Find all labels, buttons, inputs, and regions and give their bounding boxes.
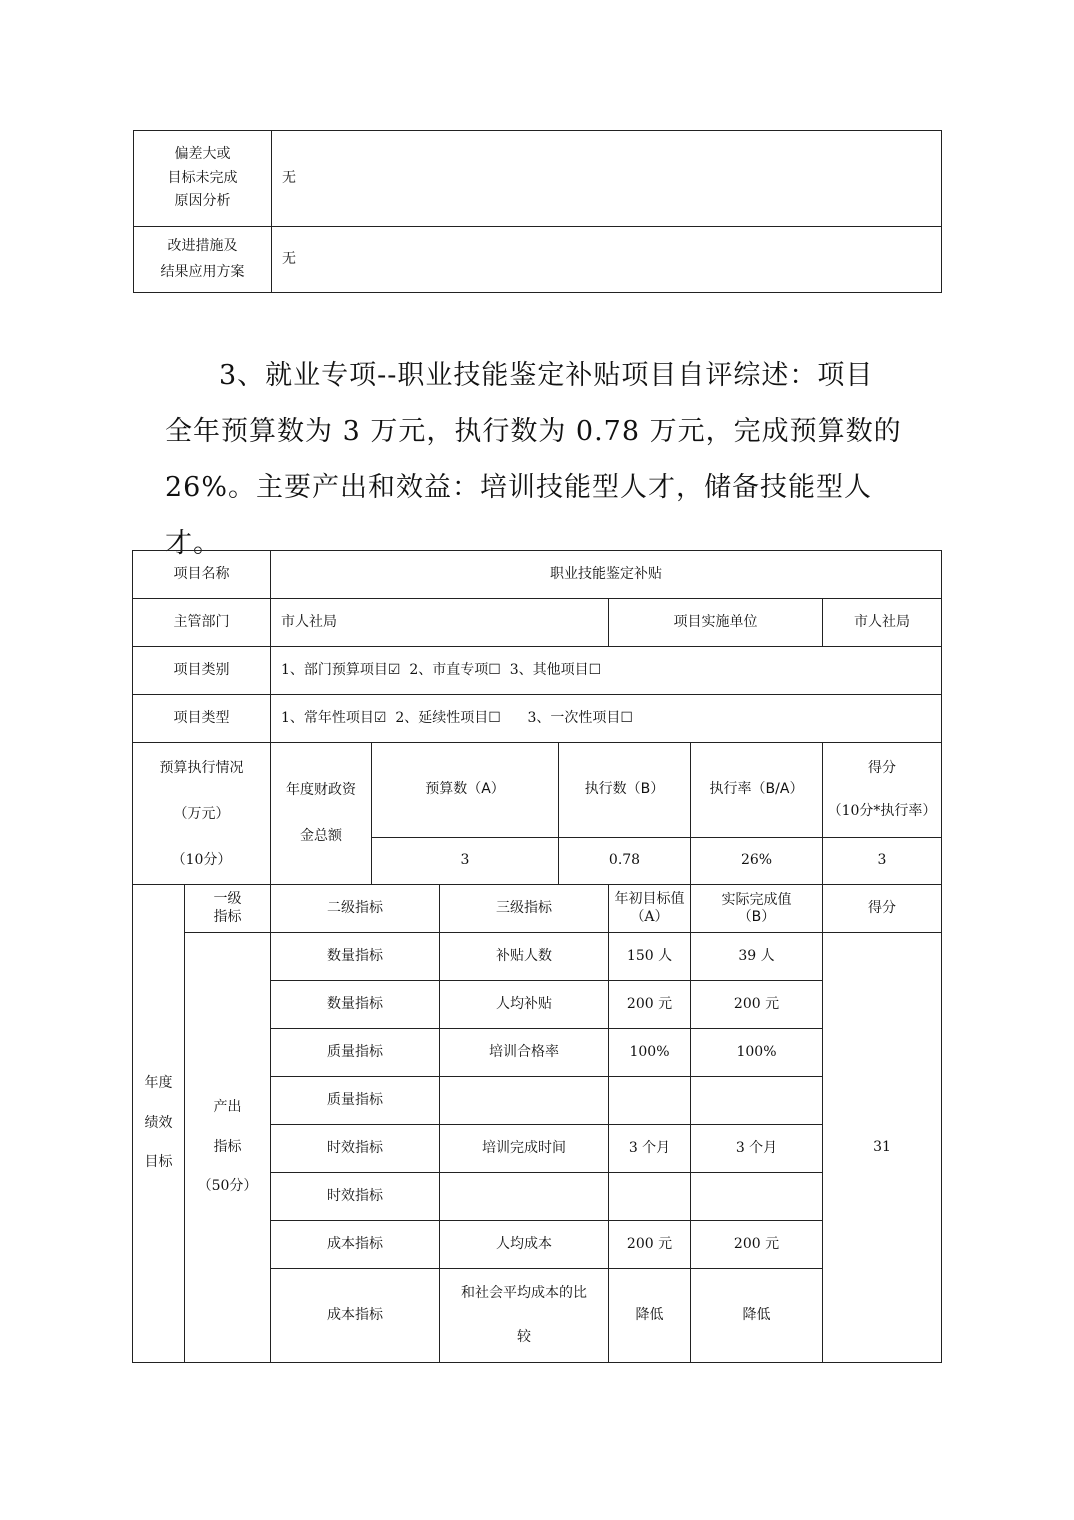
indicator-actual: 200 元	[691, 981, 823, 1029]
indicator-level3	[440, 1077, 609, 1125]
actual-header-line: 实际完成值	[721, 891, 792, 908]
output-label-line: 指标	[213, 1138, 242, 1155]
exec-b-label: 执行数（B）	[559, 743, 691, 838]
indicator-level2: 数量指标	[271, 933, 440, 981]
impl-unit-value: 市人社局	[823, 599, 942, 647]
indicator-level3	[440, 1269, 609, 1363]
budget-score-label	[823, 743, 942, 838]
project-name-value: 职业技能鉴定补贴	[271, 551, 942, 599]
exec-rate-label: 执行率（B/A）	[691, 743, 823, 838]
deviation-label-line: 原因分析	[174, 193, 231, 210]
indicator-level2: 数量指标	[271, 981, 440, 1029]
indicator-target	[609, 1077, 691, 1125]
actual-header-line: （B）	[737, 908, 776, 925]
score-header: 得分	[823, 885, 942, 933]
level3-header: 三级指标	[440, 885, 609, 933]
indicator-level3-line: 和社会平均成本的比	[461, 1285, 587, 1301]
indicator-actual: 3 个月	[691, 1125, 823, 1173]
output-label-line: 产出	[213, 1099, 242, 1116]
type-value: 1、常年性项目☑ 2、延续性项目☐ 3、一次性项目☐	[271, 695, 942, 743]
indicator-actual: 100%	[691, 1029, 823, 1077]
indicator-level3-line: 较	[517, 1328, 531, 1345]
output-label-line: （50分）	[197, 1178, 258, 1195]
indicator-level3	[440, 1173, 609, 1221]
indicator-target: 3 个月	[609, 1125, 691, 1173]
indicator-target: 200 元	[609, 981, 691, 1029]
budget-a-value: 3	[372, 838, 559, 885]
fund-label-line: 金总额	[300, 827, 342, 844]
project-name-label: 项目名称	[133, 551, 271, 599]
indicator-level3: 人均补贴	[440, 981, 609, 1029]
exec-rate-value: 26%	[691, 838, 823, 885]
annual-performance-label	[133, 885, 185, 1363]
indicator-level3: 补贴人数	[440, 933, 609, 981]
indicator-actual	[691, 1077, 823, 1125]
fund-label-line: 年度财政资	[286, 782, 356, 798]
indicator-actual	[691, 1173, 823, 1221]
indicator-level2: 成本指标	[271, 1221, 440, 1269]
budget-execution-label	[133, 743, 271, 885]
dept-label: 主管部门	[133, 599, 271, 647]
indicator-level3: 人均成本	[440, 1221, 609, 1269]
improvement-label	[134, 227, 272, 293]
improvement-label-line: 结果应用方案	[160, 263, 245, 280]
indicator-level2: 时效指标	[271, 1125, 440, 1173]
level1-header	[185, 885, 271, 933]
summary-line: 26%。主要产出和效益：培训技能型人才，储备技能型人才。	[165, 472, 873, 559]
summary-line: 全年预算数为 3 万元，执行数为 0.78 万元，完成预算数的	[165, 416, 902, 447]
exec-b-value: 0.78	[559, 838, 691, 885]
indicator-level3: 培训合格率	[440, 1029, 609, 1077]
deviation-label	[134, 131, 272, 227]
indicator-target: 100%	[609, 1029, 691, 1077]
indicator-level2: 时效指标	[271, 1173, 440, 1221]
target-header: 年初目标值（A）	[609, 885, 691, 933]
perf-label-line: 绩效	[144, 1114, 173, 1131]
project-evaluation-table	[132, 550, 942, 1363]
summary-line: 3、就业专项--职业技能鉴定补贴项目自评综述：项目	[219, 360, 874, 391]
deviation-value: 无	[272, 131, 942, 227]
output-score: 31	[823, 933, 942, 1363]
budget-label-line: 预算执行情况	[159, 759, 244, 776]
indicator-target: 降低	[609, 1269, 691, 1363]
category-value: 1、部门预算项目☑ 2、市直专项☐ 3、其他项目☐	[271, 647, 942, 695]
budget-score-value: 3	[823, 838, 942, 885]
perf-label-line: 目标	[144, 1154, 173, 1171]
type-label: 项目类型	[133, 695, 271, 743]
level1-header-line: 一级	[213, 891, 242, 907]
actual-header	[691, 885, 823, 933]
indicator-level2: 质量指标	[271, 1077, 440, 1125]
deviation-table	[133, 130, 942, 293]
budget-label-line: （万元）	[173, 805, 230, 822]
level1-header-line: 指标	[213, 908, 242, 925]
budget-label-line: （10分）	[171, 851, 232, 868]
indicator-level2: 质量指标	[271, 1029, 440, 1077]
dept-value: 市人社局	[271, 599, 609, 647]
score-label-line: （10分*执行率）	[827, 803, 937, 819]
score-label-line: 得分	[868, 759, 896, 776]
impl-unit-label: 项目实施单位	[609, 599, 823, 647]
indicator-actual: 39 人	[691, 933, 823, 981]
category-label: 项目类别	[133, 647, 271, 695]
output-indicator-label	[185, 933, 271, 1363]
level2-header: 二级指标	[271, 885, 440, 933]
deviation-label-line: 目标未完成	[167, 169, 238, 186]
perf-label-line: 年度	[144, 1075, 173, 1092]
indicator-level3: 培训完成时间	[440, 1125, 609, 1173]
deviation-label-line: 偏差大或	[174, 146, 231, 163]
indicator-target	[609, 1173, 691, 1221]
indicator-target: 150 人	[609, 933, 691, 981]
indicator-target: 200 元	[609, 1221, 691, 1269]
indicator-actual: 降低	[691, 1269, 823, 1363]
project-summary	[165, 348, 925, 572]
improvement-label-line: 改进措施及	[167, 238, 238, 254]
improvement-value: 无	[272, 227, 942, 293]
annual-fund-label	[271, 743, 372, 885]
budget-a-label: 预算数（A）	[372, 743, 559, 838]
indicator-actual: 200 元	[691, 1221, 823, 1269]
indicator-level2: 成本指标	[271, 1269, 440, 1363]
